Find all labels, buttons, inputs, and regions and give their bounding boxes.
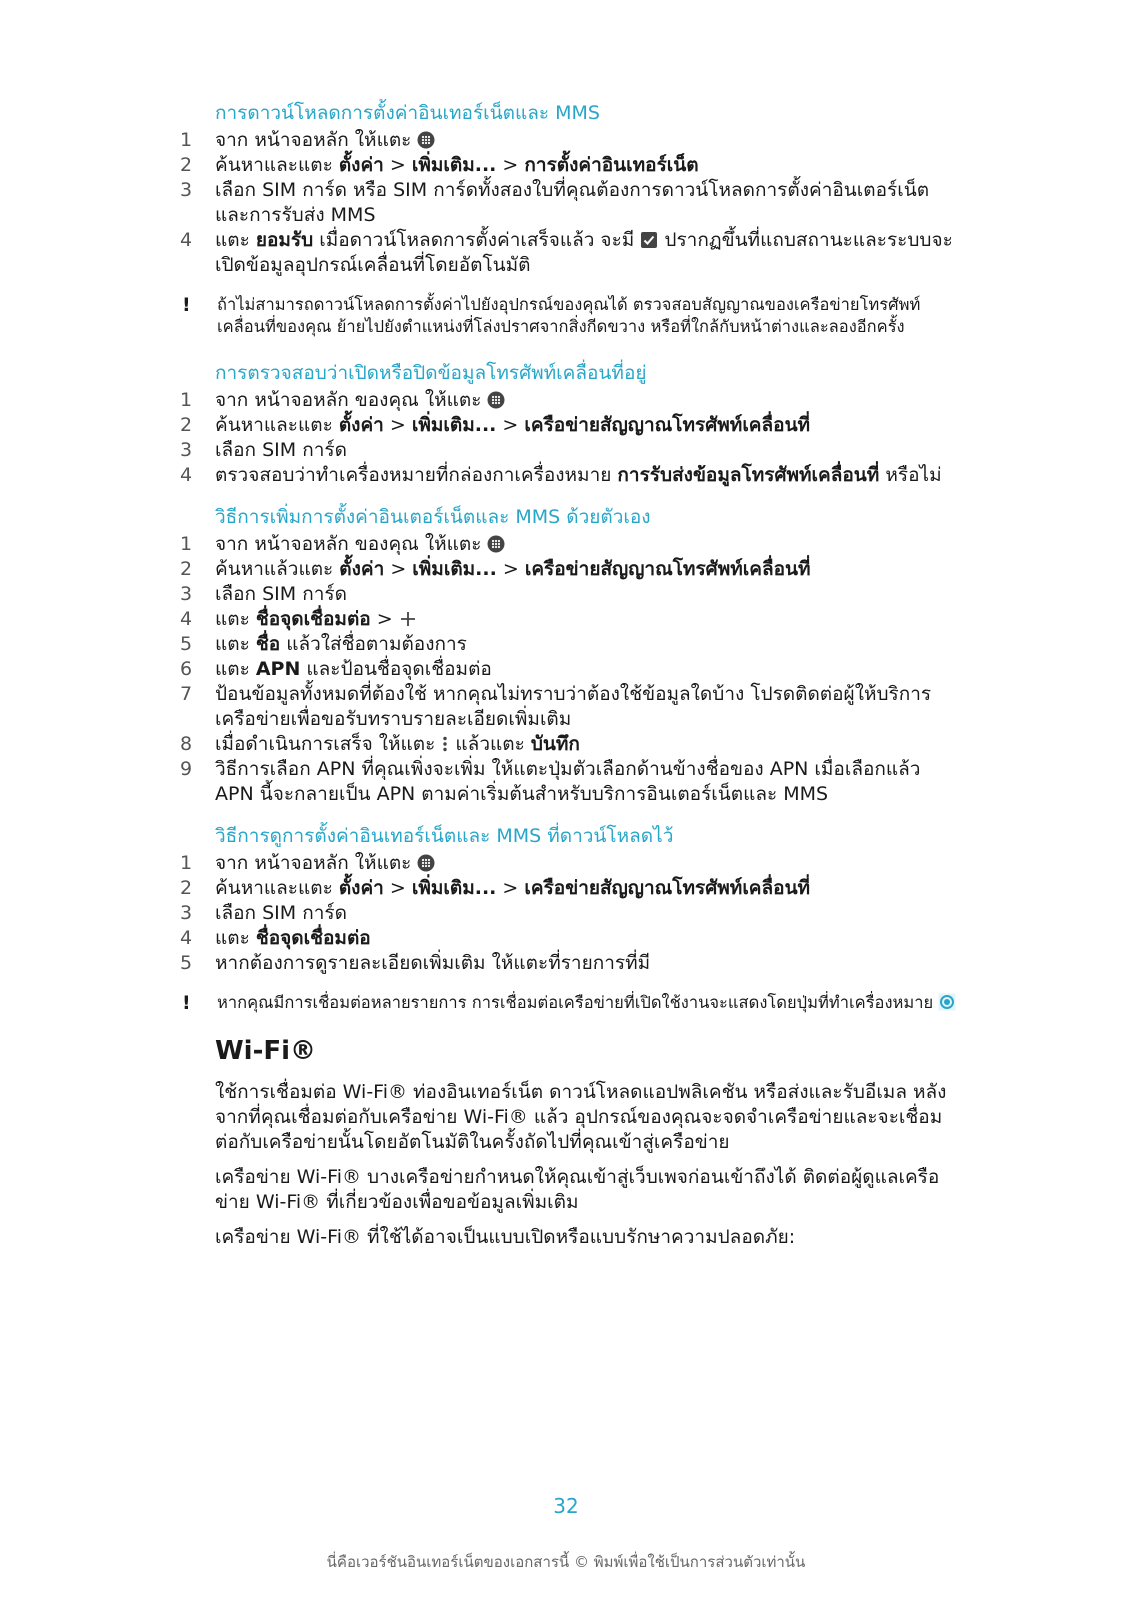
step-item: [180, 128, 960, 153]
step-number: 6: [180, 658, 193, 680]
bold-ui-term: การรับส่งข้อมูลโทรศัพท์เคลื่อนที่: [617, 464, 880, 486]
text-run: >: [383, 877, 412, 899]
text-run: แตะ: [215, 633, 256, 655]
step-number: 2: [180, 558, 193, 580]
text-run: เลือก SIM การ์ด: [215, 583, 347, 605]
step-text: [215, 632, 960, 657]
bold-ui-term: APN: [255, 658, 301, 680]
text-run: และป้อนชื่อจุดเชื่อมต่อ: [300, 658, 492, 680]
step-item: [180, 438, 960, 463]
text-run: >: [496, 414, 525, 436]
note-box: [180, 294, 960, 338]
step-number: 4: [180, 464, 193, 486]
step-list: [180, 128, 960, 278]
step-text: [215, 463, 960, 488]
bold-ui-term: เพิ่มเติม...: [411, 154, 497, 176]
step-item: [180, 657, 960, 682]
step-list: [180, 388, 960, 488]
step-text: [215, 178, 960, 228]
wifi-paragraph: เครือข่าย Wi-Fi® ที่ใช้ได้อาจเป็นแบบเปิดหรือแบบรักษาความปลอดภัย:: [215, 1226, 796, 1248]
step-text: [215, 438, 960, 463]
text-run: ตรวจสอบว่าทำเครื่องหมายที่กล่องกาเครื่องหมาย: [215, 464, 618, 486]
bold-ui-term: การตั้งค่าอินเทอร์เน็ต: [524, 154, 699, 176]
bold-ui-term: ชื่อจุดเชื่อมต่อ: [255, 608, 371, 630]
bold-ui-term: เพิ่มเติม...: [411, 414, 497, 436]
plus-icon: [399, 608, 417, 630]
step-item: [180, 153, 960, 178]
bold-ui-term: ตั้งค่า: [338, 414, 384, 436]
step-text: [215, 876, 960, 901]
check-box-icon: [640, 229, 658, 251]
apps-icon: [487, 389, 505, 411]
bold-ui-term: ชื่อจุดเชื่อมต่อ: [255, 927, 371, 949]
step-text: [215, 757, 960, 807]
text-run: แล้วใส่ชื่อตามต้องการ: [280, 633, 467, 655]
bold-ui-term: ตั้งค่า: [338, 877, 384, 899]
text-run: >: [383, 414, 412, 436]
step-item: [180, 851, 960, 876]
text-run: แตะ: [215, 229, 256, 251]
note-text: [217, 294, 960, 338]
text-run: เมื่อดาวน์โหลดการตั้งค่าเสร็จแล้ว จะมี: [313, 229, 641, 251]
text-run: >: [496, 558, 525, 580]
wifi-paragraph: เครือข่าย Wi-Fi® บางเครือข่ายกำหนดให้คุณเข้าสู่เว็บเพจก่อนเข้าถึงได้ ติดต่อผู้ดูแลเครือข่าย Wi-Fi® ที่เกี่ยวข้องเพื่อขอข้อมูลเพิ่มเติม: [215, 1166, 940, 1213]
bold-ui-term: บันทึก: [530, 733, 580, 755]
step-number: 9: [180, 758, 193, 780]
text-run: เลือก SIM การ์ด: [215, 439, 347, 461]
step-item: [180, 557, 960, 582]
text-run: แตะ: [215, 608, 256, 630]
step-item: [180, 607, 960, 632]
text-run: >: [384, 558, 413, 580]
step-text: [215, 228, 960, 278]
note-box: [180, 992, 960, 1014]
text-run: เลือก SIM การ์ด หรือ SIM การ์ดทั้งสองใบที่คุณต้องการดาวน์โหลดการตั้งค่าอินเตอร์เน็ตและการรับส่ง MMS: [215, 179, 930, 226]
text-run: แล้วแตะ: [449, 733, 531, 755]
bold-ui-term: ตั้งค่า: [338, 154, 384, 176]
step-text: [215, 607, 960, 632]
step-text: [215, 582, 960, 607]
step-text: [215, 532, 960, 557]
step-list: [180, 532, 960, 807]
step-item: [180, 388, 960, 413]
text-run: >: [370, 608, 399, 630]
step-item: [180, 876, 960, 901]
step-text: [215, 657, 960, 682]
step-text: [215, 413, 960, 438]
step-text: [215, 901, 960, 926]
step-item: [180, 413, 960, 438]
bold-ui-term: เพิ่มเติม...: [411, 877, 497, 899]
step-list: [180, 851, 960, 976]
footer-text: นี่คือเวอร์ชันอินเทอร์เน็ตของเอกสารนี้ © พิมพ์เพื่อใช้เป็นการส่วนตัวเท่านั้น: [326, 1553, 806, 1571]
bold-ui-term: เพิ่มเติม...: [412, 558, 497, 580]
note-text: [217, 992, 960, 1014]
step-number: 3: [180, 583, 193, 605]
section-heading: วิธีการดูการตั้งค่าอินเทอร์เน็ตและ MMS ที่ดาวน์โหลดไว้: [215, 825, 674, 847]
step-number: 1: [180, 129, 193, 151]
step-text: [215, 951, 960, 976]
radio-selected-icon: [938, 993, 956, 1012]
step-item: [180, 582, 960, 607]
step-number: 2: [180, 877, 193, 899]
text-run: จาก หน้าจอหลัก ให้แตะ: [215, 129, 418, 151]
text-run: >: [496, 877, 525, 899]
text-run: เลือก SIM การ์ด: [215, 902, 347, 924]
step-number: 3: [180, 902, 193, 924]
bold-ui-term: ชื่อ: [255, 633, 281, 655]
section-heading: วิธีการเพิ่มการตั้งค่าอินเตอร์เน็ตและ MMS ด้วยตัวเอง: [215, 506, 651, 528]
step-number: 1: [180, 533, 193, 555]
step-text: [215, 388, 960, 413]
exclamation-icon: !: [182, 992, 191, 1014]
text-run: ค้นหาและแตะ: [215, 414, 339, 436]
step-item: [180, 632, 960, 657]
section-heading: การตรวจสอบว่าเปิดหรือปิดข้อมูลโทรศัพท์เคลื่อนที่อยู่: [215, 362, 647, 384]
text-run: ปรากฏขึ้นที่แถบสถานะและระบบจะเปิดข้อมูลอุปกรณ์เคลื่อนที่โดยอัตโนมัติ: [215, 229, 953, 276]
step-number: 5: [180, 952, 193, 974]
text-run: วิธีการเลือก APN ที่คุณเพิ่งจะเพิ่ม ให้แตะปุ่มตัวเลือกด้านข้างชื่อของ APN เมื่อเลือกแล้ว APN นี้จะกลายเป็น APN ตามค่าเริ่มต้นสำหรับบริการอินเตอร์เน็ตและ MMS: [215, 758, 921, 805]
bold-ui-term: เครือข่ายสัญญาณโทรศัพท์เคลื่อนที่: [524, 414, 811, 436]
step-number: 5: [180, 633, 193, 655]
step-text: [215, 851, 960, 876]
step-item: [180, 951, 960, 976]
step-number: 4: [180, 229, 193, 251]
text-run: แตะ: [215, 658, 256, 680]
step-item: [180, 901, 960, 926]
text-run: หรือไม่: [879, 464, 942, 486]
text-run: หากต้องการดูรายละเอียดเพิ่มเติม ให้แตะที่รายการที่มี: [215, 952, 651, 974]
wifi-paragraph: ใช้การเชื่อมต่อ Wi-Fi® ท่องอินเทอร์เน็ต ดาวน์โหลดแอปพลิเคชัน หรือส่งและรับอีเมล หลังจากที่คุณเชื่อมต่อกับเครือข่าย Wi-Fi® แล้ว อุปกรณ์ของคุณจะจดจำเครือข่ายและจะเชื่อมต่อกับเครือข่ายนั้นโดยอัตโนมัติในครั้งถัดไปที่คุณเข้าสู่เครือข่าย: [215, 1081, 947, 1153]
step-text: [215, 732, 960, 757]
step-item: [180, 178, 960, 228]
page-number: 32: [553, 1494, 579, 1518]
step-item: [180, 463, 960, 488]
wifi-title: Wi-Fi®: [215, 1036, 317, 1066]
text-run: ค้นหาและแตะ: [215, 877, 339, 899]
section-heading: การดาวน์โหลดการตั้งค่าอินเทอร์เน็ตและ MMS: [215, 102, 600, 124]
step-number: 3: [180, 179, 193, 201]
step-item: [180, 228, 960, 278]
step-item: [180, 926, 960, 951]
step-item: [180, 757, 960, 807]
step-text: [215, 557, 960, 582]
step-number: 3: [180, 439, 193, 461]
step-number: 1: [180, 389, 193, 411]
step-text: [215, 682, 960, 732]
apps-icon: [417, 852, 435, 874]
step-number: 4: [180, 927, 193, 949]
text-run: ถ้าไม่สามารถดาวน์โหลดการตั้งค่าไปยังอุปกรณ์ของคุณได้ ตรวจสอบสัญญาณของเครือข่ายโทรศัพท์เคลื่อนที่ของคุณ ย้ายไปยังตำแหน่งที่โล่งปราศจากสิ่งกีดขวาง หรือที่ใกล้กับหน้าต่างและลองอีกครั้ง: [217, 295, 921, 336]
step-number: 4: [180, 608, 193, 630]
text-run: จาก หน้าจอหลัก ของคุณ ให้แตะ: [215, 533, 488, 555]
step-number: 1: [180, 852, 193, 874]
step-number: 7: [180, 683, 193, 705]
bold-ui-term: เครือข่ายสัญญาณโทรศัพท์เคลื่อนที่: [524, 877, 811, 899]
bold-ui-term: เครือข่ายสัญญาณโทรศัพท์เคลื่อนที่: [524, 558, 811, 580]
apps-icon: [487, 533, 505, 555]
text-run: ค้นหาและแตะ: [215, 154, 339, 176]
text-run: จาก หน้าจอหลัก ให้แตะ: [215, 852, 418, 874]
text-run: ป้อนข้อมูลทั้งหมดที่ต้องใช้ หากคุณไม่ทราบว่าต้องใช้ข้อมูลใดบ้าง โปรดติดต่อผู้ให้บริการเครือข่ายเพื่อขอรับทราบรายละเอียดเพิ่มเติม: [215, 683, 932, 730]
step-item: [180, 732, 960, 757]
document-content: [180, 100, 960, 1260]
step-item: [180, 682, 960, 732]
step-text: [215, 153, 960, 178]
bold-ui-term: ตั้งค่า: [339, 558, 385, 580]
text-run: ค้นหาแล้วแตะ: [215, 558, 340, 580]
exclamation-icon: !: [182, 294, 191, 316]
apps-icon: [417, 129, 435, 151]
text-run: หากคุณมีการเชื่อมต่อหลายรายการ การเชื่อมต่อเครือข่ายที่เปิดใช้งานจะแสดงโดยปุ่มที่ทำเครื่องหมาย: [217, 993, 939, 1012]
bold-ui-term: ยอมรับ: [255, 229, 314, 251]
text-run: >: [496, 154, 525, 176]
text-run: เมื่อดำเนินการเสร็จ ให้แตะ: [215, 733, 442, 755]
step-text: [215, 926, 960, 951]
step-text: [215, 128, 960, 153]
step-item: [180, 532, 960, 557]
text-run: จาก หน้าจอหลัก ของคุณ ให้แตะ: [215, 389, 488, 411]
text-run: แตะ: [215, 927, 256, 949]
step-number: 2: [180, 154, 193, 176]
text-run: >: [383, 154, 412, 176]
step-number: 8: [180, 733, 193, 755]
step-number: 2: [180, 414, 193, 436]
